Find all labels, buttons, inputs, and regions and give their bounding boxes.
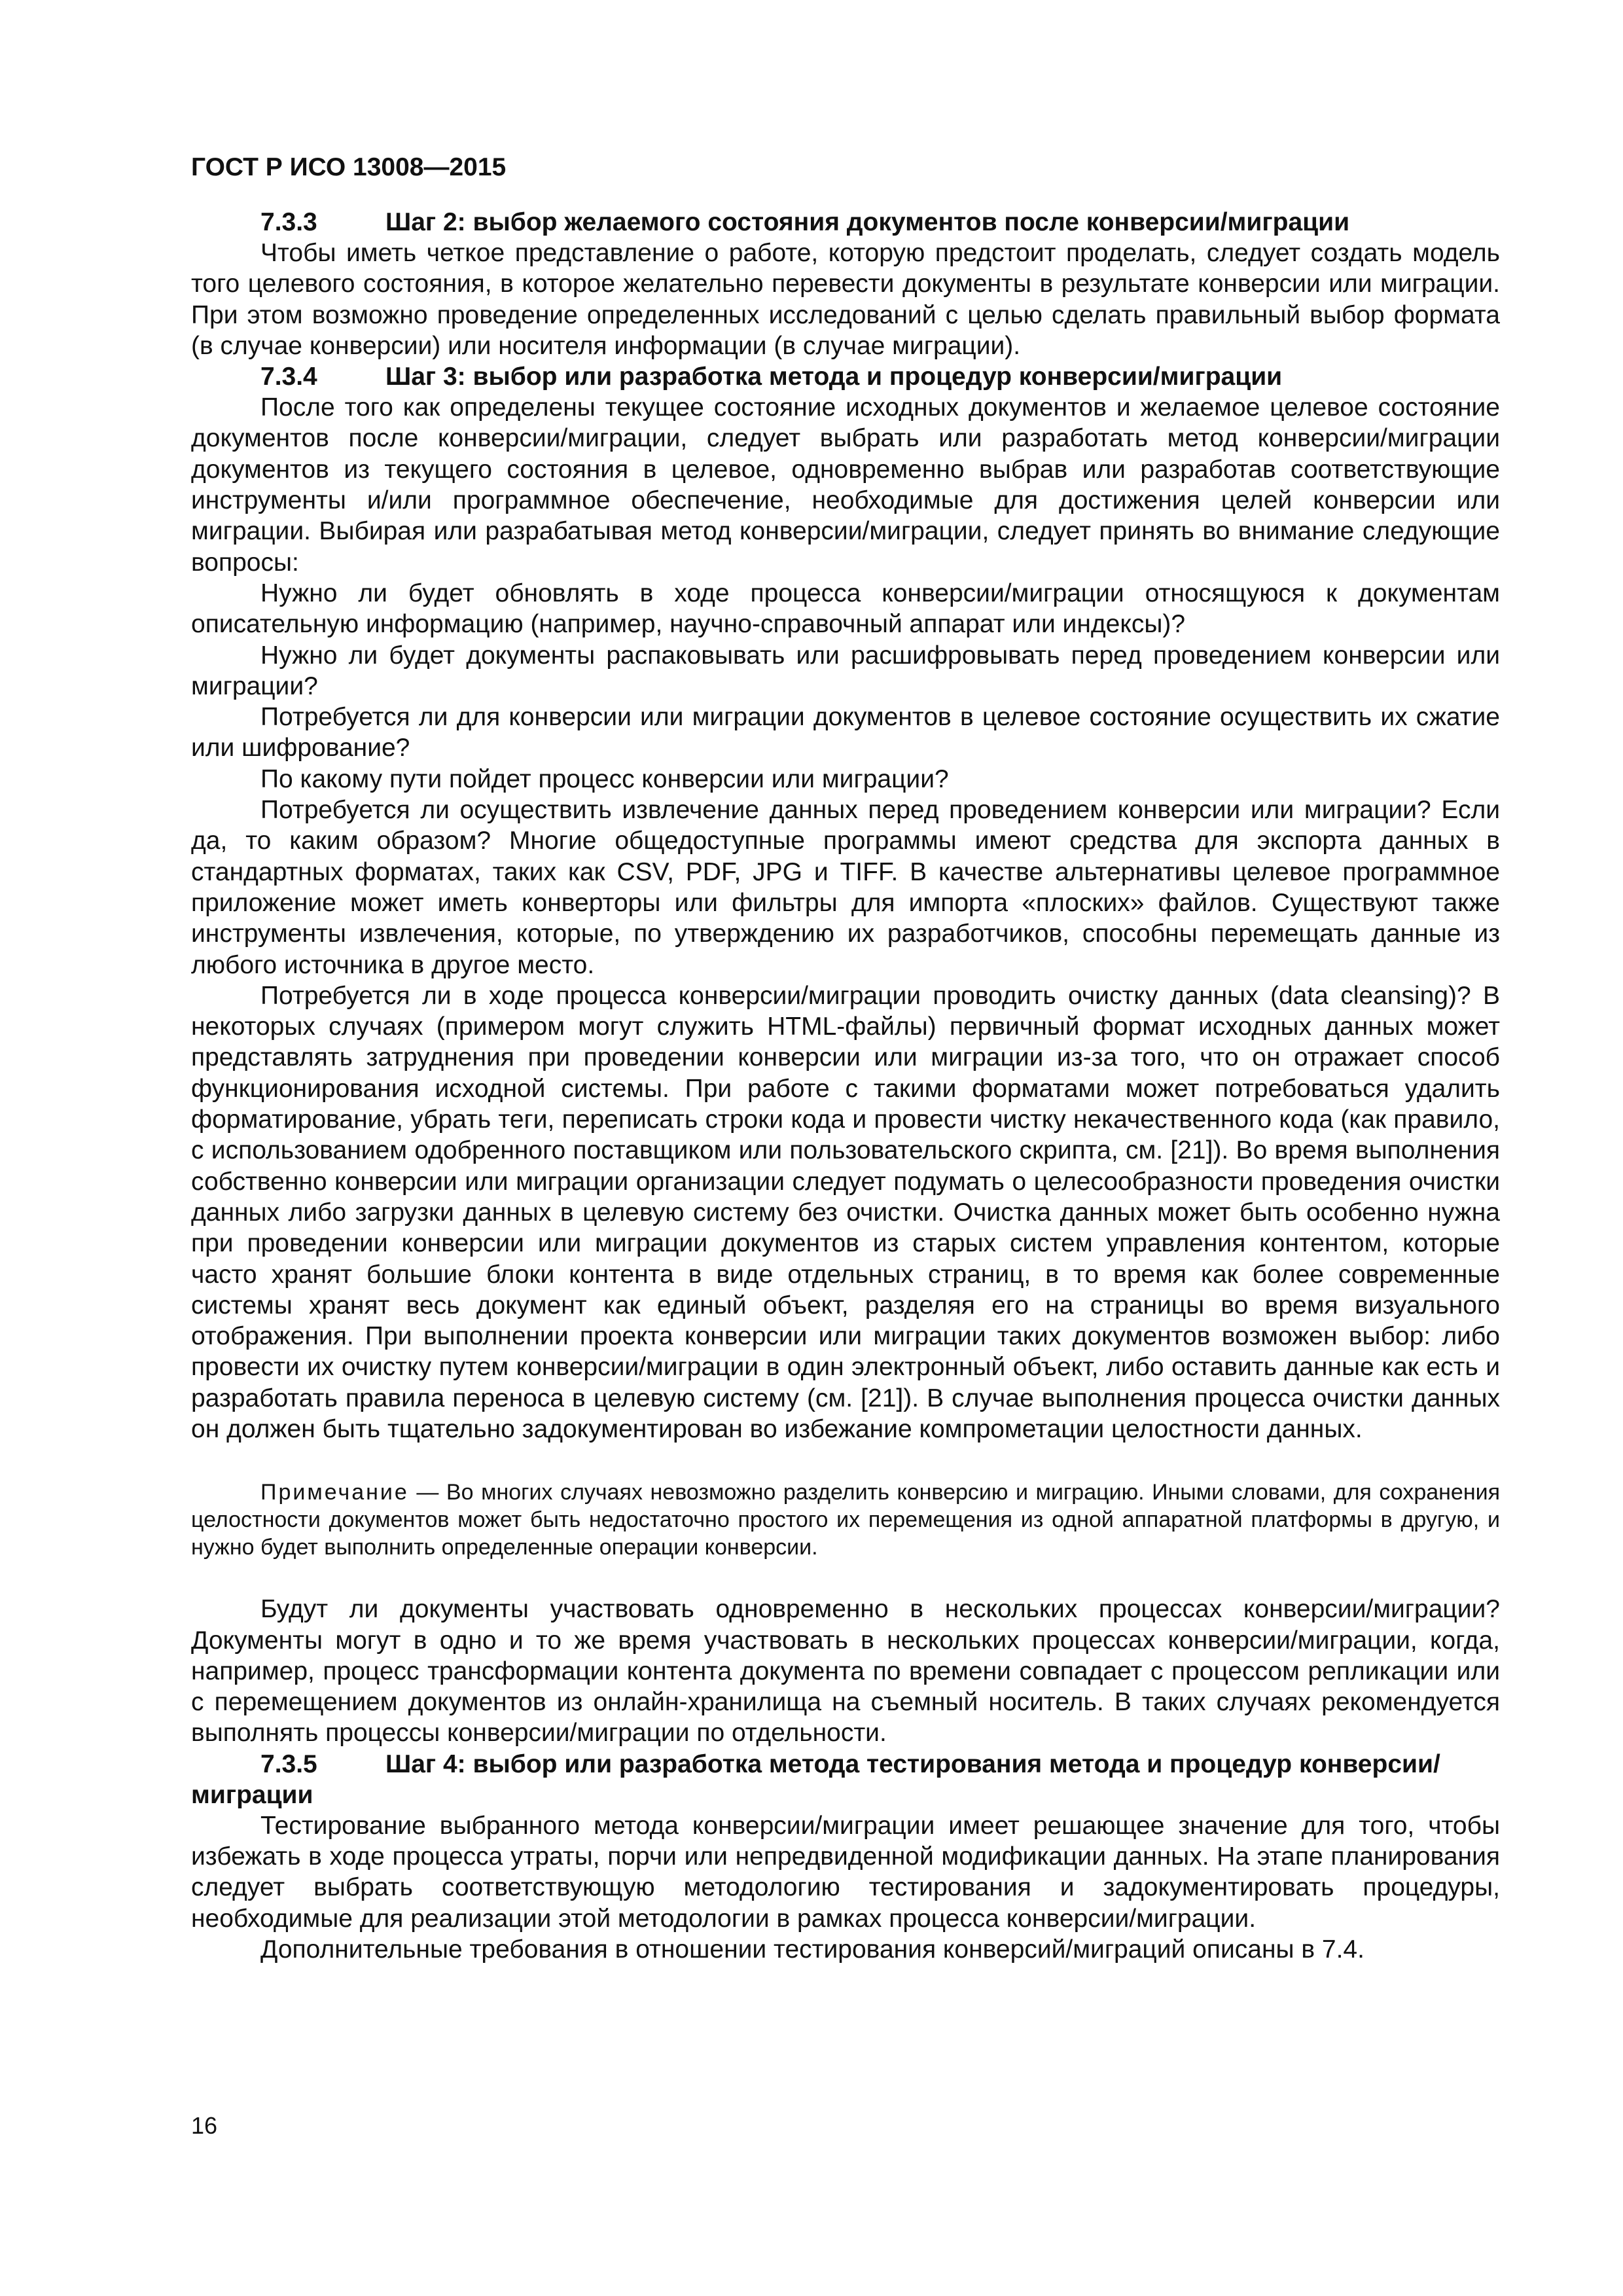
section-title: Шаг 2: выбор желаемого состояния документов после конверсии/миграции: [385, 208, 1350, 236]
paragraph: Тестирование выбранного метода конверсии/миграции имеет решающее значение для того, чтобы избежать в ходе процесса утраты, порчи или непредвиденной модификации данных. На этапе планирования следует выбрать соответствующую методологию тестирования и задокументировать процедуры, необходимые для реализации этой методологии в рамках процесса конверсии/миграции.: [191, 1811, 1500, 1933]
paragraph: Потребуется ли в ходе процесса конверсии/миграции проводить очистку данных (data cleansing)? В некоторых случаях (примером могут служить HTML-файлы) первичный формат исходных данных может представлять затруднения при проведении конверсии или миграции из-за того, что он отражает способ функционирования исходной системы. При работе с такими форматами может потребоваться удалить форматирование, убрать теги, переписать строки кода и провести чистку некачественного кода (как правило, с использованием одобренного поставщиком или пользовательского скрипта, см. [21]). Во время выполнения собственно конверсии или миграции организации следует подумать о целесообразности проведения очистки данных либо загрузки данных в целевую систему без очистки. Очистка данных может быть особенно нужна при проведении конверсии или миграции документов из старых систем управления контентом, которые часто хранят большие блоки контента в виде отдельных страниц, в то время как более современные системы хранят весь документ как единый объект, разделяя его на страницы во время визуального отображения. При выполнении проекта конверсии или миграции таких документов возможен выбор: либо провести их очистку путем конверсии/миграции в один электронный объект, либо оставить данные как есть и разработать правила переноса в целевую систему (см. [21]). В случае выполнения процесса очистки данных он должен быть тщательно задокументирован во избежание компрометации целостности данных.: [191, 981, 1500, 1443]
paragraph: Потребуется ли осуществить извлечение данных перед проведением конверсии или миграции? Если да, то каким образом? Многие общедоступные программы имеют средства для экспорта данных в стандартных форматах, таких как CSV, PDF, JPG и TIFF. В качестве альтернативы целевое программное приложение может иметь конверторы или фильтры для импорта «плоских» файлов. Существуют также инструменты извлечения, которые, по утверждению их разработчиков, способны перемещать данные из любого источника в другое место.: [191, 796, 1500, 979]
document-page: [191, 152, 1500, 1965]
section-number: 7.3.5: [260, 1749, 317, 1778]
paragraph: Нужно ли будет документы распаковывать или расшифровывать перед проведением конверсии или миграции?: [191, 641, 1500, 700]
section-heading-7-3-4: [191, 361, 1500, 392]
section-title: Шаг 3: выбор или разработка метода и процедур конверсии/миграции: [385, 363, 1283, 391]
page-number: 16: [191, 2112, 218, 2139]
paragraph: Дополнительные требования в отношении тестирования конверсий/миграций описаны в 7.4.: [260, 1935, 1364, 1964]
section-number: 7.3.3: [260, 208, 317, 236]
paragraph: Нужно ли будет обновлять в ходе процесса конверсии/миграции относящуюся к документам описательную информацию (например, научно-справочный аппарат или индексы)?: [191, 579, 1500, 639]
paragraph: Будут ли документы участвовать одновременно в нескольких процессах конверсии/миграции? Документы могут в одно и то же время участвовать в нескольких процессах конверсии/миграции, когда, например, процесс трансформации контента документа по времени совпадает с процессом репликации или с перемещением документов из онлайн-хранилища на съемный носитель. В таких случаях рекомендуется выполнять процессы конверсии/миграции по отдельности.: [191, 1595, 1500, 1748]
note-text: — Во многих случаях невозможно разделить конверсию и миграцию. Иными словами, для сохранения целостности документов может быть недостаточно простого их перемещения из одной аппаратной платформы в другую, и нужно будет выполнить определенные операции конверсии.: [191, 1480, 1500, 1560]
paragraph: Потребуется ли для конверсии или миграции документов в целевое состояние осуществить их сжатие или шифрование?: [191, 703, 1500, 762]
note-label: Примечание: [260, 1480, 409, 1505]
section-heading-7-3-3: [191, 207, 1500, 238]
paragraph: По какому пути пойдет процесс конверсии или миграции?: [260, 764, 949, 793]
paragraph: Чтобы иметь четкое представление о работе, которую предстоит проделать, следует создать модель того целевого состояния, в которое желательно перевести документы в результате конверсии или миграции. При этом возможно проведение определенных исследований с целью сделать правильный выбор формата (в случае конверсии) или носителя информации (в случае миграции).: [191, 239, 1500, 360]
paragraph: После того как определены текущее состояние исходных документов и желаемое целевое состояние документов после конверсии/миграции, следует выбрать или разработать метод конверсии/миграции документов из текущего состояния в целевое, одновременно выбрав или разработав соответствующие инструменты и/или программное обеспечение, необходимые для достижения целей конверсии или миграции. Выбирая или разрабатывая метод конверсии/миграции, следует принять во внимание следующие вопросы:: [191, 393, 1500, 577]
section-title: Шаг 4: выбор или разработка метода тестирования метода и процедур конверсии/миграции: [191, 1749, 1440, 1809]
note: [191, 1479, 1500, 1561]
document-header: ГОСТ Р ИСО 13008—2015: [191, 153, 507, 181]
section-heading-7-3-5: [191, 1749, 1500, 1810]
section-number: 7.3.4: [260, 363, 317, 391]
